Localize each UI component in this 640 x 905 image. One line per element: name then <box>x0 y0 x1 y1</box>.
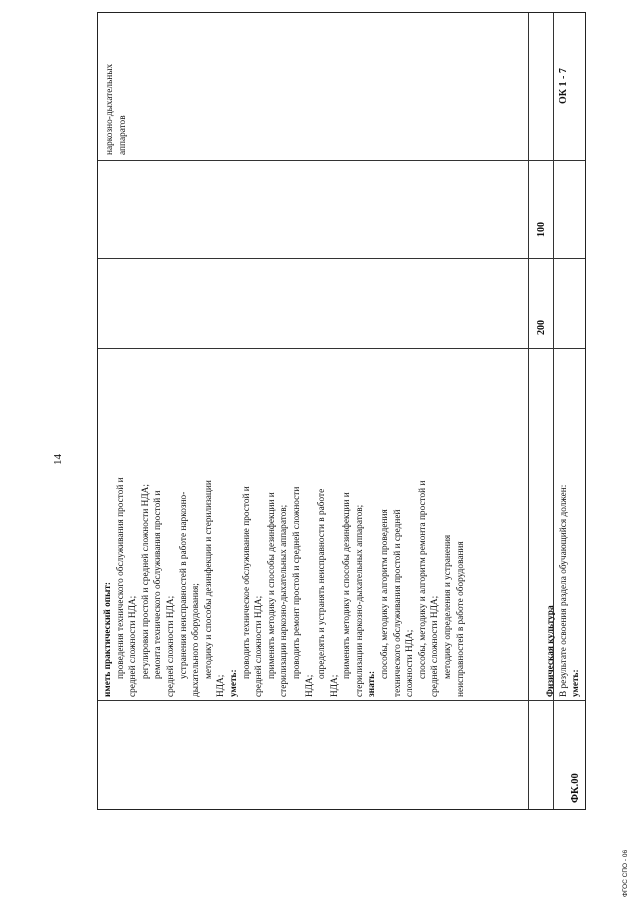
content-line: проведения технического обслуживания простой и <box>115 477 126 679</box>
content-line: НДА; <box>329 674 340 697</box>
column-divider <box>98 160 585 161</box>
discipline-line: аппаратов <box>117 115 128 155</box>
content-line: НДА; <box>216 674 227 697</box>
content-line: дыхательного оборудования; <box>191 583 202 697</box>
row-divider <box>528 13 529 809</box>
curriculum-table <box>97 12 586 810</box>
content-line: В результате освоения раздела обучающийся должен: <box>558 484 569 697</box>
discipline-cell-upper <box>104 15 129 155</box>
content-line: уметь: <box>571 669 582 697</box>
hours-max: 200 <box>536 320 547 335</box>
content-line: иметь практический опыт: <box>103 581 113 697</box>
content-line: стерилизации наркозно-дыхательных аппаратов; <box>279 504 290 697</box>
content-line: методику определения и устранения <box>443 534 454 679</box>
content-line: Физическая культура <box>546 605 556 697</box>
content-line: средней сложности НДА; <box>128 595 139 697</box>
page-number: 14 <box>52 454 64 465</box>
content-line: регулировки простой и средней сложности НДА; <box>140 484 151 679</box>
content-line: знать: <box>367 670 378 697</box>
content-line: применять методику и способы дезинфекции и <box>266 492 277 679</box>
footer-label: ФГОС СПО - 06 <box>622 849 629 897</box>
content-line: стерилизации наркозно-дыхательных аппаратов; <box>354 504 365 697</box>
content-cell-upper <box>102 357 467 697</box>
hours-class: 100 <box>536 222 547 237</box>
content-line: устранения неисправностей в работе наркозно- <box>178 491 189 679</box>
column-divider <box>98 700 585 701</box>
content-line: средней сложности НДА; <box>165 595 176 697</box>
content-line: методику и способы дезинфекции и стерилизации <box>203 480 214 679</box>
content-line: способы, методику и алгоритм проведения <box>380 509 391 679</box>
content-line: определять и устранять неисправности в работе <box>317 488 328 679</box>
competencies-code: ОК 1 - 7 <box>558 68 569 104</box>
content-line: НДА; <box>304 674 315 697</box>
content-line: средней сложности НДА; <box>254 595 265 697</box>
content-line: проводить техническое обслуживание простой и <box>241 486 252 679</box>
content-line: средней сложности НДА; <box>430 595 441 697</box>
content-line: неисправностей в работе оборудования <box>455 541 466 697</box>
content-line: сложности НДА; <box>405 629 416 697</box>
content-line: уметь: <box>228 669 239 697</box>
content-line: ремонта технического обслуживания простой и <box>153 490 164 679</box>
content-line: технического обслуживания простой и средней <box>392 509 403 697</box>
column-divider <box>98 258 585 259</box>
content-line: проводить ремонт простой и средней сложности <box>291 486 302 679</box>
discipline-line: наркозно-дыхательных <box>105 63 115 155</box>
index-code: ФК.00 <box>570 773 581 803</box>
column-divider <box>98 348 585 349</box>
content-line: способы, методику и алгоритм ремонта простой и <box>417 480 428 679</box>
content-line: применять методику и способы дезинфекции и <box>342 492 353 679</box>
content-cell-fk <box>545 357 583 697</box>
